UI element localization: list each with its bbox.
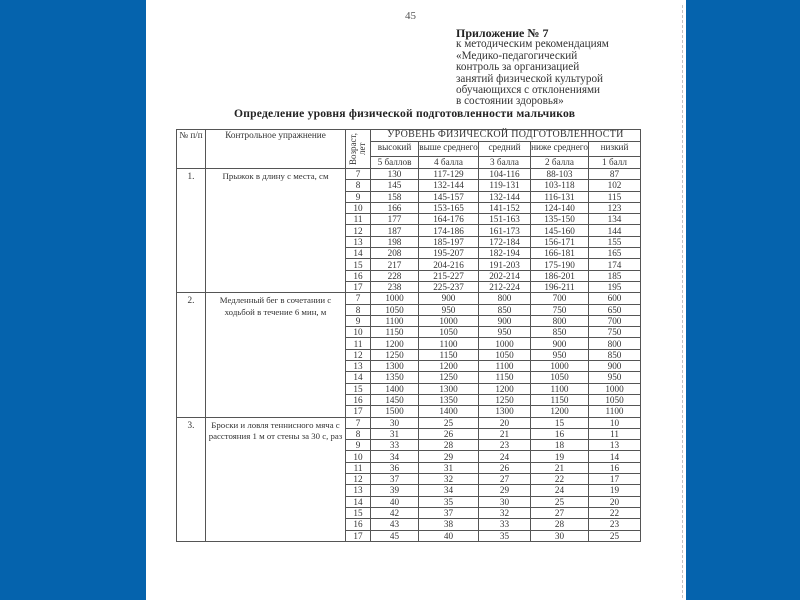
- score-value-cell: 1000: [419, 315, 479, 326]
- score-value-cell: 204-216: [419, 259, 479, 270]
- score-value-cell: 900: [531, 338, 589, 349]
- score-value-cell: 29: [419, 451, 479, 462]
- age-cell: 17: [346, 530, 371, 541]
- age-cell: 12: [346, 474, 371, 485]
- age-cell: 11: [346, 214, 371, 225]
- age-cell: 10: [346, 327, 371, 338]
- score-value-cell: 950: [531, 349, 589, 360]
- score-value-cell: 158: [371, 191, 419, 202]
- score-value-cell: 1050: [419, 327, 479, 338]
- header-level-group: УРОВЕНЬ ФИЗИЧЕСКОЙ ПОДГОТОВЛЕННОСТИ: [371, 130, 641, 142]
- score-value-cell: 34: [419, 485, 479, 496]
- score-value-cell: 177: [371, 214, 419, 225]
- score-value-cell: 900: [479, 315, 531, 326]
- age-cell: 8: [346, 428, 371, 439]
- header-age: [346, 130, 371, 169]
- score-value-cell: 1000: [479, 338, 531, 349]
- score-value-cell: 88-103: [531, 169, 589, 180]
- document-title: Определение уровня физической подготовленности мальчиков: [234, 107, 576, 120]
- score-value-cell: 212-224: [479, 281, 531, 292]
- score-value-cell: 35: [479, 530, 531, 541]
- score-value-cell: 130: [371, 169, 419, 180]
- score-value-cell: 25: [589, 530, 641, 541]
- score-value-cell: 25: [531, 496, 589, 507]
- appendix-line: к методическим рекомендациям: [456, 38, 609, 51]
- score-value-cell: 187: [371, 225, 419, 236]
- score-value-cell: 24: [531, 485, 589, 496]
- score-value-cell: 238: [371, 281, 419, 292]
- header-score-3: 3 балла: [479, 157, 531, 169]
- score-value-cell: 215-227: [419, 270, 479, 281]
- score-value-cell: 26: [419, 428, 479, 439]
- score-value-cell: 950: [589, 372, 641, 383]
- score-value-cell: 1300: [419, 383, 479, 394]
- score-value-cell: 104-116: [479, 169, 531, 180]
- score-value-cell: 1050: [479, 349, 531, 360]
- age-cell: 7: [346, 293, 371, 304]
- age-cell: 15: [346, 383, 371, 394]
- age-cell: 13: [346, 485, 371, 496]
- header-score-4: 4 балла: [419, 157, 479, 169]
- score-value-cell: 1300: [371, 361, 419, 372]
- score-value-cell: 185: [589, 270, 641, 281]
- score-value-cell: 14: [589, 451, 641, 462]
- age-cell: 8: [346, 304, 371, 315]
- header-score-5: 5 баллов: [371, 157, 419, 169]
- score-value-cell: 1100: [589, 406, 641, 417]
- score-value-cell: 102: [589, 180, 641, 191]
- score-value-cell: 600: [589, 293, 641, 304]
- score-value-cell: 24: [479, 451, 531, 462]
- score-value-cell: 35: [419, 496, 479, 507]
- score-value-cell: 10: [589, 417, 641, 428]
- score-value-cell: 950: [419, 304, 479, 315]
- score-value-cell: 174: [589, 259, 641, 270]
- age-cell: 12: [346, 225, 371, 236]
- score-value-cell: 124-140: [531, 202, 589, 213]
- score-value-cell: 228: [371, 270, 419, 281]
- score-value-cell: 1150: [371, 327, 419, 338]
- score-value-cell: 42: [371, 507, 419, 518]
- score-value-cell: 28: [531, 519, 589, 530]
- score-value-cell: 141-152: [479, 202, 531, 213]
- exercise-number: 2.: [177, 293, 206, 417]
- score-value-cell: 1400: [419, 406, 479, 417]
- age-cell: 17: [346, 406, 371, 417]
- score-value-cell: 31: [419, 462, 479, 473]
- header-level-below-average: ниже среднего: [531, 142, 589, 157]
- score-value-cell: 900: [419, 293, 479, 304]
- score-value-cell: 1450: [371, 394, 419, 405]
- score-value-cell: 800: [531, 315, 589, 326]
- score-value-cell: 850: [479, 304, 531, 315]
- score-value-cell: 850: [589, 349, 641, 360]
- score-value-cell: 1200: [531, 406, 589, 417]
- score-value-cell: 1350: [419, 394, 479, 405]
- header-score-1: 1 балл: [589, 157, 641, 169]
- table-row: [177, 417, 641, 428]
- score-value-cell: 38: [419, 519, 479, 530]
- score-value-cell: 33: [479, 519, 531, 530]
- header-level-high: высокий: [371, 142, 419, 157]
- age-cell: 14: [346, 496, 371, 507]
- header-level-low: низкий: [589, 142, 641, 157]
- score-value-cell: 18: [531, 440, 589, 451]
- score-value-cell: 700: [531, 293, 589, 304]
- score-value-cell: 43: [371, 519, 419, 530]
- score-value-cell: 186-201: [531, 270, 589, 281]
- score-value-cell: 145-160: [531, 225, 589, 236]
- score-value-cell: 29: [479, 485, 531, 496]
- appendix-title: Приложение № 7: [456, 26, 549, 40]
- score-value-cell: 19: [589, 485, 641, 496]
- score-value-cell: 1200: [419, 361, 479, 372]
- score-value-cell: 191-203: [479, 259, 531, 270]
- score-value-cell: 202-214: [479, 270, 531, 281]
- age-cell: 15: [346, 507, 371, 518]
- score-value-cell: 1000: [371, 293, 419, 304]
- score-value-cell: 1150: [419, 349, 479, 360]
- age-cell: 8: [346, 180, 371, 191]
- score-value-cell: 25: [419, 417, 479, 428]
- score-value-cell: 153-165: [419, 202, 479, 213]
- appendix-note: [456, 28, 676, 108]
- score-value-cell: 34: [371, 451, 419, 462]
- score-value-cell: 132-144: [479, 191, 531, 202]
- exercise-name: Прыжок в длину с места, см: [206, 169, 346, 293]
- score-value-cell: 15: [531, 417, 589, 428]
- score-value-cell: 1050: [531, 372, 589, 383]
- header-score-2: 2 балла: [531, 157, 589, 169]
- table-body: [177, 169, 641, 542]
- score-value-cell: 19: [531, 451, 589, 462]
- scan-artifact-line: [682, 5, 683, 600]
- score-value-cell: 750: [589, 327, 641, 338]
- score-value-cell: 30: [371, 417, 419, 428]
- score-value-cell: 166: [371, 202, 419, 213]
- score-value-cell: 40: [419, 530, 479, 541]
- score-value-cell: 1250: [419, 372, 479, 383]
- age-cell: 13: [346, 361, 371, 372]
- score-value-cell: 30: [531, 530, 589, 541]
- score-value-cell: 145: [371, 180, 419, 191]
- score-value-cell: 800: [479, 293, 531, 304]
- score-value-cell: 1300: [479, 406, 531, 417]
- score-value-cell: 217: [371, 259, 419, 270]
- score-value-cell: 115: [589, 191, 641, 202]
- score-value-cell: 33: [371, 440, 419, 451]
- score-value-cell: 175-190: [531, 259, 589, 270]
- score-value-cell: 1500: [371, 406, 419, 417]
- score-value-cell: 22: [531, 474, 589, 485]
- age-cell: 13: [346, 236, 371, 247]
- appendix-line: «Медико-педагогический: [456, 49, 578, 62]
- score-value-cell: 21: [531, 462, 589, 473]
- score-value-cell: 185-197: [419, 236, 479, 247]
- appendix-line: обучающихся с отклонениями: [456, 84, 601, 97]
- age-cell: 16: [346, 519, 371, 530]
- score-value-cell: 1400: [371, 383, 419, 394]
- score-value-cell: 27: [531, 507, 589, 518]
- score-value-cell: 37: [371, 474, 419, 485]
- score-value-cell: 850: [531, 327, 589, 338]
- score-value-cell: 39: [371, 485, 419, 496]
- score-value-cell: 117-129: [419, 169, 479, 180]
- score-value-cell: 134: [589, 214, 641, 225]
- score-value-cell: 225-237: [419, 281, 479, 292]
- score-value-cell: 36: [371, 462, 419, 473]
- score-value-cell: 1100: [419, 338, 479, 349]
- score-value-cell: 151-163: [479, 214, 531, 225]
- age-cell: 14: [346, 248, 371, 259]
- score-value-cell: 1000: [589, 383, 641, 394]
- header-number: № п/п: [177, 130, 206, 169]
- score-value-cell: 28: [419, 440, 479, 451]
- age-cell: 9: [346, 440, 371, 451]
- score-value-cell: 1200: [371, 338, 419, 349]
- score-value-cell: 45: [371, 530, 419, 541]
- score-value-cell: 161-173: [479, 225, 531, 236]
- score-value-cell: 40: [371, 496, 419, 507]
- score-value-cell: 1250: [479, 394, 531, 405]
- score-value-cell: 1150: [479, 372, 531, 383]
- score-value-cell: 1350: [371, 372, 419, 383]
- exercise-number: 1.: [177, 169, 206, 293]
- score-value-cell: 37: [419, 507, 479, 518]
- table-row: [177, 169, 641, 180]
- score-value-cell: 1250: [371, 349, 419, 360]
- score-value-cell: 172-184: [479, 236, 531, 247]
- score-value-cell: 116-131: [531, 191, 589, 202]
- score-value-cell: 32: [419, 474, 479, 485]
- appendix-line: в состоянии здоровья»: [456, 95, 564, 108]
- exercise-name: Броски и ловля теннисного мяча с расстояния 1 м от стены за 30 с, раз: [206, 417, 346, 541]
- score-value-cell: 135-150: [531, 214, 589, 225]
- header-level-average: средний: [479, 142, 531, 157]
- age-cell: 7: [346, 417, 371, 428]
- header-exercise: Контрольное упражнение: [206, 130, 346, 169]
- score-value-cell: 32: [479, 507, 531, 518]
- age-cell: 14: [346, 372, 371, 383]
- header-age-label: Возраст, лет: [348, 132, 367, 166]
- score-value-cell: 195: [589, 281, 641, 292]
- score-value-cell: 900: [589, 361, 641, 372]
- score-value-cell: 164-176: [419, 214, 479, 225]
- appendix-line: контроль за организацией: [456, 61, 580, 74]
- score-value-cell: 13: [589, 440, 641, 451]
- score-value-cell: 26: [479, 462, 531, 473]
- score-value-cell: 119-131: [479, 180, 531, 191]
- exercise-number: 3.: [177, 417, 206, 541]
- score-value-cell: 1100: [371, 315, 419, 326]
- score-value-cell: 1000: [531, 361, 589, 372]
- exercise-name: Медленный бег в сочетании с ходьбой в течение 6 мин, м: [206, 293, 346, 417]
- appendix-line: занятий физической культурой: [456, 72, 604, 85]
- score-value-cell: 27: [479, 474, 531, 485]
- age-cell: 10: [346, 202, 371, 213]
- score-value-cell: 156-171: [531, 236, 589, 247]
- score-value-cell: 30: [479, 496, 531, 507]
- score-value-cell: 1050: [371, 304, 419, 315]
- score-value-cell: 155: [589, 236, 641, 247]
- age-cell: 10: [346, 451, 371, 462]
- scanned-page: [146, 0, 686, 600]
- score-value-cell: 145-157: [419, 191, 479, 202]
- score-value-cell: 21: [479, 428, 531, 439]
- age-cell: 7: [346, 169, 371, 180]
- score-value-cell: 16: [589, 462, 641, 473]
- page-number: 45: [405, 10, 416, 22]
- age-cell: 16: [346, 394, 371, 405]
- age-cell: 9: [346, 191, 371, 202]
- score-value-cell: 23: [589, 519, 641, 530]
- score-value-cell: 208: [371, 248, 419, 259]
- score-value-cell: 1100: [479, 361, 531, 372]
- score-value-cell: 103-118: [531, 180, 589, 191]
- score-value-cell: 1100: [531, 383, 589, 394]
- score-value-cell: 182-194: [479, 248, 531, 259]
- score-value-cell: 123: [589, 202, 641, 213]
- score-value-cell: 1150: [531, 394, 589, 405]
- age-cell: 9: [346, 315, 371, 326]
- score-value-cell: 31: [371, 428, 419, 439]
- score-value-cell: 1050: [589, 394, 641, 405]
- score-value-cell: 87: [589, 169, 641, 180]
- score-value-cell: 650: [589, 304, 641, 315]
- age-cell: 11: [346, 338, 371, 349]
- score-value-cell: 16: [531, 428, 589, 439]
- score-value-cell: 20: [589, 496, 641, 507]
- score-value-cell: 132-144: [419, 180, 479, 191]
- score-value-cell: 17: [589, 474, 641, 485]
- age-cell: 17: [346, 281, 371, 292]
- table-row: [177, 293, 641, 304]
- score-value-cell: 20: [479, 417, 531, 428]
- fitness-level-table: [176, 129, 641, 542]
- score-value-cell: 1200: [479, 383, 531, 394]
- score-value-cell: 174-186: [419, 225, 479, 236]
- score-value-cell: 196-211: [531, 281, 589, 292]
- score-value-cell: 23: [479, 440, 531, 451]
- age-cell: 15: [346, 259, 371, 270]
- score-value-cell: 166-181: [531, 248, 589, 259]
- age-cell: 16: [346, 270, 371, 281]
- age-cell: 11: [346, 462, 371, 473]
- age-cell: 12: [346, 349, 371, 360]
- score-value-cell: 11: [589, 428, 641, 439]
- header-level-above-average: выше среднего: [419, 142, 479, 157]
- score-value-cell: 144: [589, 225, 641, 236]
- score-value-cell: 950: [479, 327, 531, 338]
- score-value-cell: 750: [531, 304, 589, 315]
- score-value-cell: 800: [589, 338, 641, 349]
- score-value-cell: 700: [589, 315, 641, 326]
- score-value-cell: 198: [371, 236, 419, 247]
- score-value-cell: 195-207: [419, 248, 479, 259]
- score-value-cell: 165: [589, 248, 641, 259]
- score-value-cell: 22: [589, 507, 641, 518]
